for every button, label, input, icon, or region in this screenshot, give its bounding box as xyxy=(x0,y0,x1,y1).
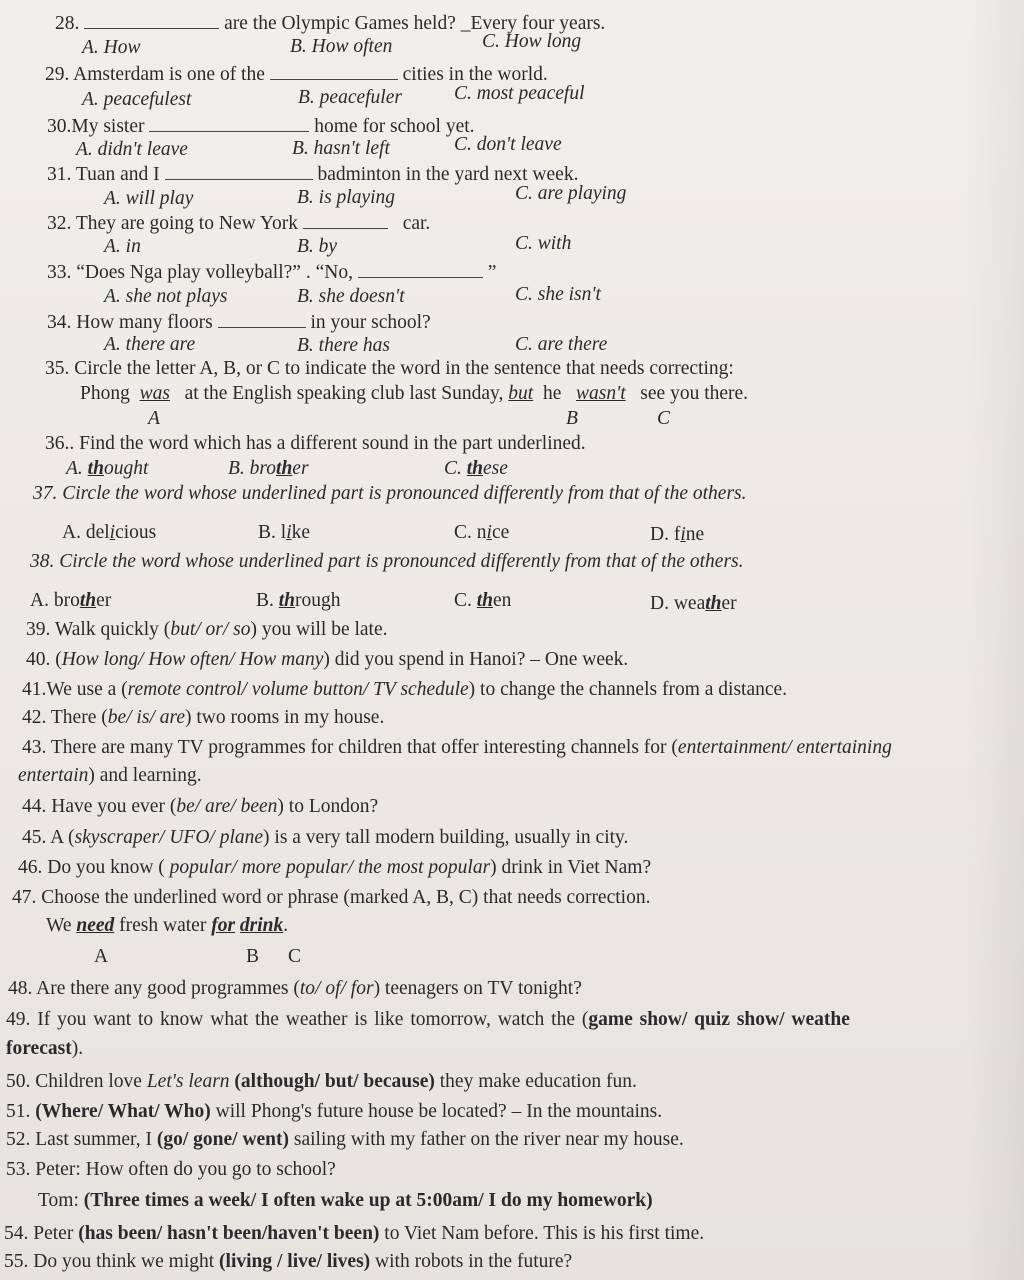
q49-pre: 49. If you want to know what the weather is like tomorrow, watch the ( xyxy=(6,1009,589,1030)
q44-pre: 44. Have you ever ( xyxy=(22,796,177,817)
q43-pre: 43. There are many TV programmes for children that offer interesting channels for ( xyxy=(22,737,678,758)
q47-text-1: We xyxy=(46,915,72,936)
q49-line2 xyxy=(6,1037,83,1061)
q55 xyxy=(4,1250,572,1274)
q28-number: 28. xyxy=(55,13,80,34)
q46 xyxy=(18,856,651,880)
q29-blank xyxy=(270,61,398,80)
q53-tom-label: Tom: xyxy=(38,1190,84,1211)
q35-text-2: at the English speaking club last Sunday, xyxy=(184,383,504,404)
q50-post: they make education fun. xyxy=(434,1071,637,1092)
q55-pre: 55. Do you think we might xyxy=(4,1251,220,1272)
q38-c-underlined: th xyxy=(476,590,494,611)
q35-word-a: was xyxy=(139,383,170,404)
q30-stem-rest: home for school yet. xyxy=(314,116,475,137)
q47-word-c: drink xyxy=(239,915,284,936)
q33-blank xyxy=(358,259,483,278)
q41 xyxy=(22,678,787,702)
q31-stem-rest: badminton in the yard next week. xyxy=(317,164,579,185)
q38-option-b xyxy=(256,589,341,613)
q52-options: (go/ gone/ went) xyxy=(156,1129,290,1150)
q30-option-c: C. don't leave xyxy=(454,134,562,155)
q38-d-underlined: th xyxy=(705,593,722,614)
page-shadow xyxy=(964,0,1024,1280)
q47-text-2: fresh water xyxy=(119,915,207,936)
q38-c-prefix: C. xyxy=(454,590,472,611)
q35-stem: 35. Circle the letter A, B, or C to indicate the word in the sentence that needs correcting: xyxy=(45,358,734,379)
q37-b-suffix: ke xyxy=(291,522,311,543)
q49-options-1: game show/ quiz show/ weathe xyxy=(588,1009,850,1030)
q41-post: ) to change the channels from a distance. xyxy=(468,679,788,700)
q39-post: ) you will be late. xyxy=(250,619,388,640)
q35-text-3: he xyxy=(542,383,562,404)
q36-c-suffix: ese xyxy=(483,458,508,479)
q54-pre: 54. Peter xyxy=(4,1223,79,1244)
q28-stem-rest: are the Olympic Games held? _Every four years. xyxy=(224,13,606,34)
q38-option-a xyxy=(30,589,111,613)
q39-pre: 39. Walk quickly ( xyxy=(26,619,171,640)
q37-c-prefix: C. n xyxy=(454,522,487,543)
q32-stem-rest: car. xyxy=(402,213,431,234)
q35-word-c: wasn't xyxy=(575,383,626,404)
q38-stem: 38. Circle the word whose underlined part is pronounced differently from that of the others. xyxy=(30,551,744,572)
q37-d-prefix: D. f xyxy=(650,524,681,545)
q44-post: ) to London? xyxy=(277,796,379,817)
q31-option-a: A. will play xyxy=(104,188,194,209)
q53-options: (Three times a week/ I often wake up at 5:00am/ I do my homework) xyxy=(83,1190,653,1211)
q36-option-b xyxy=(228,457,309,481)
q35-label-a: A xyxy=(148,408,160,429)
q51-pre: 51. xyxy=(6,1101,36,1122)
q37-option-a xyxy=(62,521,156,545)
q47-stem: 47. Choose the underlined word or phrase (marked A, B, C) that needs correction. xyxy=(12,887,651,908)
q35-sentence xyxy=(80,382,748,406)
q42 xyxy=(22,706,384,730)
q52 xyxy=(6,1128,684,1152)
q40-post: ) did you spend in Hanoi? – One week. xyxy=(323,649,629,670)
q49-post: ). xyxy=(71,1038,84,1059)
q36-stem: 36.. Find the word which has a different sound in the part underlined. xyxy=(45,433,586,454)
q37-stem: 37. Circle the word whose underlined part is pronounced differently from that of the others. xyxy=(33,483,747,504)
q31-option-c: C. are playing xyxy=(515,183,627,204)
q47-label-b: B xyxy=(246,946,260,967)
q37-c-suffix: ce xyxy=(491,522,510,543)
q38-d-suffix: er xyxy=(721,593,737,614)
q51-options: (Where/ What/ Who) xyxy=(35,1101,211,1122)
q47-text-3: . xyxy=(283,915,289,936)
q36-b-suffix: er xyxy=(292,458,309,479)
q35-label-b: B xyxy=(566,408,578,429)
q40-options: How long/ How often/ How many xyxy=(61,649,324,670)
q44 xyxy=(22,795,378,819)
q31-blank xyxy=(165,161,313,180)
q29-option-a: A. peacefulest xyxy=(82,89,192,110)
q34-option-a: A. there are xyxy=(104,334,196,355)
q33-option-a: A. she not plays xyxy=(104,286,228,307)
q37-a-prefix: A. del xyxy=(62,522,110,543)
q43-post: ) and learning. xyxy=(88,765,202,786)
q52-post: sailing with my father on the river near my house. xyxy=(289,1129,684,1150)
q34-blank xyxy=(218,309,306,328)
q29-option-c: C. most peaceful xyxy=(454,83,585,104)
q34-stem-rest: in your school? xyxy=(310,312,431,333)
q29-stem-start: 29. Amsterdam is one of the xyxy=(45,64,265,85)
q52-pre: 52. Last summer, I xyxy=(6,1129,157,1150)
q32-stem xyxy=(47,210,430,236)
q30-option-a: A. didn't leave xyxy=(76,139,188,160)
q54-post: to Viet Nam before. This is his first time. xyxy=(379,1223,705,1244)
q43-line1 xyxy=(22,736,892,760)
q37-a-underlined: i xyxy=(109,522,116,543)
q46-options: popular/ more popular/ the most popular xyxy=(169,857,491,878)
q33-option-c: C. she isn't xyxy=(515,284,601,305)
q28-blank xyxy=(84,10,219,29)
q50-pre: 50. Children love xyxy=(6,1071,147,1092)
q54 xyxy=(4,1222,704,1246)
q38-b-underlined: th xyxy=(278,590,296,611)
q38-b-suffix: rough xyxy=(295,590,341,611)
q36-a-underlined: th xyxy=(87,458,104,479)
q38-d-prefix: D. wea xyxy=(650,593,706,614)
q49-options-2: forecast xyxy=(6,1038,72,1059)
q55-options: (living / live/ lives) xyxy=(219,1251,371,1272)
q39 xyxy=(26,618,388,642)
q33-stem-rest: ” xyxy=(487,262,497,283)
q45 xyxy=(22,826,628,850)
q43-line2 xyxy=(18,764,202,788)
q39-options: but/ or/ so xyxy=(170,619,251,640)
q32-blank xyxy=(303,210,388,229)
q47-word-b: for xyxy=(211,915,236,936)
q28-option-c: C. How long xyxy=(482,31,582,52)
q42-pre: 42. There ( xyxy=(22,707,108,728)
q45-options: skyscraper/ UFO/ plane xyxy=(74,827,264,848)
q29-option-b: B. peacefuler xyxy=(298,87,402,108)
q38-a-suffix: er xyxy=(96,590,112,611)
q33-stem-start: 33. “Does Nga play volleyball?” . “No, xyxy=(47,262,353,283)
q36-c-prefix: C. xyxy=(444,458,462,479)
q36-option-c xyxy=(444,457,508,481)
q38-c-suffix: en xyxy=(493,590,512,611)
q30-option-b: B. hasn't left xyxy=(292,138,390,159)
q36-b-prefix: B. bro xyxy=(228,458,277,479)
q51-post: will Phong's future house be located? – In the mountains. xyxy=(210,1101,663,1122)
q32-option-c: C. with xyxy=(515,233,572,254)
q54-options: (has been/ hasn't been/haven't been) xyxy=(78,1223,380,1244)
q47-sentence xyxy=(46,914,288,938)
q29-stem-rest: cities in the world. xyxy=(402,64,548,85)
q36-b-underlined: th xyxy=(276,458,293,479)
q48-options: to/ of/ for xyxy=(299,978,374,999)
q28-option-a: A. How xyxy=(82,37,141,58)
q37-option-c xyxy=(454,521,509,545)
q40 xyxy=(26,648,628,672)
q31-stem-start: 31. Tuan and I xyxy=(47,164,160,185)
q37-option-d xyxy=(650,523,704,547)
q45-pre: 45. A ( xyxy=(22,827,75,848)
q36-a-suffix: ought xyxy=(103,458,149,479)
q36-option-a xyxy=(66,457,148,481)
q41-pre: 41.We use a ( xyxy=(22,679,128,700)
q43-options-1: entertainment/ entertaining xyxy=(677,737,892,758)
q47-label-a: A xyxy=(94,946,109,967)
q31-option-b: B. is playing xyxy=(297,187,396,208)
q36-c-underlined: th xyxy=(466,458,484,479)
q46-post: ) drink in Viet Nam? xyxy=(490,857,652,878)
q38-a-prefix: A. bro xyxy=(30,590,80,611)
q30-stem-start: 30.My sister xyxy=(47,116,145,137)
q53-line2 xyxy=(38,1189,653,1213)
q45-post: ) is a very tall modern building, usually in city. xyxy=(263,827,629,848)
q34-option-c: C. are there xyxy=(515,334,608,355)
q34-option-b: B. there has xyxy=(297,335,390,356)
q37-a-suffix: cious xyxy=(115,522,157,543)
q37-c-underlined: i xyxy=(486,522,492,543)
q47-word-a: need xyxy=(76,915,115,936)
q49-line1 xyxy=(6,1008,850,1032)
q34-stem xyxy=(47,309,431,335)
q35-word-b: but xyxy=(508,383,534,404)
q30-stem xyxy=(47,113,475,139)
q35-label-c: C xyxy=(657,408,671,429)
q48-post: ) teenagers on TV tonight? xyxy=(373,978,582,999)
q51 xyxy=(6,1100,662,1124)
q47-label-c: C xyxy=(288,946,302,967)
q37-d-underlined: i xyxy=(680,524,686,545)
q33-stem xyxy=(47,259,496,285)
q44-options: be/ are/ been xyxy=(176,796,278,817)
q37-d-suffix: ne xyxy=(685,524,705,545)
q50-title: Let's learn xyxy=(146,1071,230,1092)
q50-options: (although/ but/ because) xyxy=(229,1071,435,1092)
q38-option-c xyxy=(454,589,511,613)
q35-text-1: Phong xyxy=(80,383,130,404)
q48-pre: 48. Are there any good programmes ( xyxy=(8,978,300,999)
q30-blank xyxy=(149,113,309,132)
q32-option-b: B. by xyxy=(297,236,338,257)
q42-post: ) two rooms in my house. xyxy=(185,707,385,728)
q28-option-b: B. How often xyxy=(290,36,393,57)
q50 xyxy=(6,1070,637,1094)
q42-options: be/ is/ are xyxy=(107,707,186,728)
q46-pre: 46. Do you know ( xyxy=(18,857,170,878)
q35-text-4: see you there. xyxy=(640,383,749,404)
q38-b-prefix: B. xyxy=(256,590,274,611)
q31-stem xyxy=(47,161,578,187)
q53-line1: 53. Peter: How often do you go to school? xyxy=(6,1159,336,1180)
q37-b-underlined: i xyxy=(286,522,292,543)
q37-b-prefix: B. l xyxy=(258,522,287,543)
q41-options: remote control/ volume button/ TV schedule xyxy=(127,679,469,700)
q37-option-b xyxy=(258,521,310,545)
q38-a-underlined: th xyxy=(79,590,97,611)
q55-post: with robots in the future? xyxy=(370,1251,573,1272)
q38-option-d xyxy=(650,592,737,616)
q32-option-a: A. in xyxy=(104,236,141,257)
q40-pre: 40. ( xyxy=(26,649,62,670)
q34-stem-start: 34. How many floors xyxy=(47,312,213,333)
q32-stem-start: 32. They are going to New York xyxy=(47,213,298,234)
q36-a-prefix: A. xyxy=(66,458,83,479)
q48 xyxy=(8,977,582,1001)
q43-options-2: entertain xyxy=(18,765,89,786)
q33-option-b: B. she doesn't xyxy=(297,286,405,307)
